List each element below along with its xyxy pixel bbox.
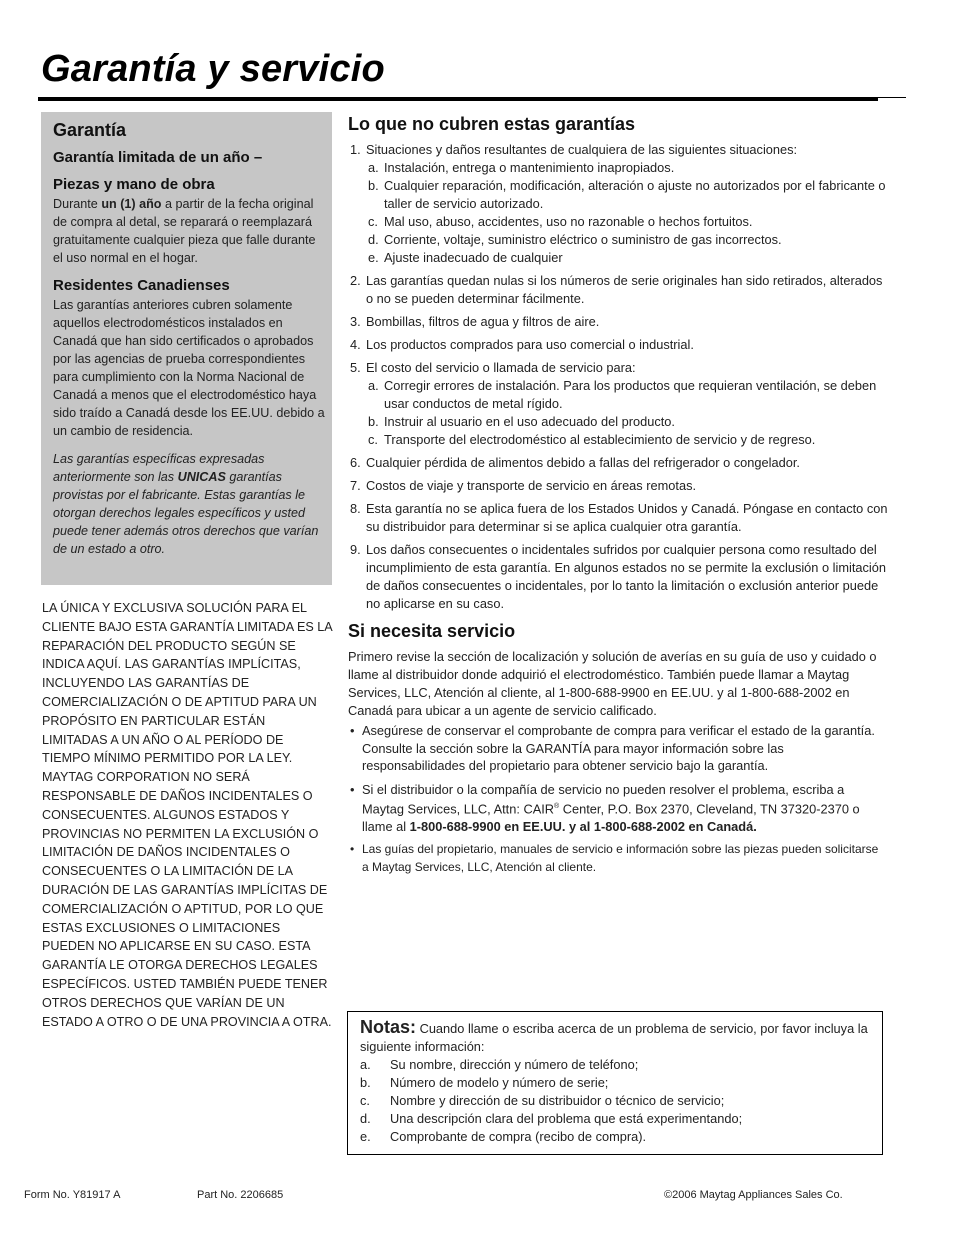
notes-item-letter: e. xyxy=(360,1129,371,1144)
not-covered-item xyxy=(348,477,888,495)
warranty-box xyxy=(41,112,332,585)
sub-item-letter: b. xyxy=(368,414,379,429)
sub-item-letter: d. xyxy=(368,232,379,247)
title-rule xyxy=(38,97,878,101)
warranty-heading: Garantía xyxy=(53,120,127,140)
part-number: Part No. 2206685 xyxy=(197,1189,284,1201)
item-number: 5. xyxy=(350,360,361,375)
sub-item-letter: a. xyxy=(368,160,379,175)
sub-item-letter: a. xyxy=(368,378,379,393)
service-bullet-1: • Asegúrese de conservar el comprobante de compra para verificar el estado de la garantía. Consulte la sección sobre la GARANTÍA para mayor información sobre las responsabilidades del propietario para obtener servicio bajo la garantía. xyxy=(350,723,875,773)
title-rule-extension xyxy=(878,97,906,98)
right-column xyxy=(348,114,888,882)
notes-item-letter: c. xyxy=(360,1093,370,1108)
item-number: 9. xyxy=(350,542,361,557)
notes-item-text: Una descripción clara del problema que está experimentando; xyxy=(390,1111,743,1126)
item-number: 6. xyxy=(350,455,361,470)
not-covered-item xyxy=(348,141,888,267)
service-bullet-3: • Las guías del propietario, manuales de servicio e información sobre las piezas pueden solicitarse a Maytag Services, LLC, Atención al cliente. xyxy=(350,842,879,874)
notes-box xyxy=(347,1011,883,1155)
not-covered-list xyxy=(348,141,888,613)
sub-item xyxy=(366,159,888,177)
notes-item-text: Comprobante de compra (recibo de compra). xyxy=(390,1129,647,1144)
warranty-subheading-2: Piezas y mano de obra xyxy=(53,176,215,193)
notes-item xyxy=(360,1128,870,1146)
sub-item-text: Instalación, entrega o mantenimiento inapropiados. xyxy=(384,160,675,175)
sub-item-text: Corregir errores de instalación. Para los productos que requieran ventilación, se deben usar conductos de metal rígido. xyxy=(384,378,877,411)
sub-item xyxy=(366,413,888,431)
notes-list xyxy=(360,1056,870,1146)
item-number: 7. xyxy=(350,478,361,493)
notes-item xyxy=(360,1110,870,1128)
item-number: 1. xyxy=(350,142,361,157)
item-text: Costos de viaje y transporte de servicio en áreas remotas. xyxy=(366,478,697,493)
notes-item-letter: b. xyxy=(360,1075,371,1090)
notes-item xyxy=(360,1092,870,1110)
copyright: ©2006 Maytag Appliances Sales Co. xyxy=(664,1189,843,1201)
notes-item-text: Número de modelo y número de serie; xyxy=(390,1075,609,1090)
canadian-paragraph: Las garantías anteriores cubren solamente aquellos electrodomésticos instalados en Canadá que han sido certificados o aprobados por las agencias de prueba correspondientes para cumplimiento con la Norma Nacional de Canadá a menos que el electrodoméstico haya sido traído a Canadá desde los EE.UU. debido a un cambio de residencia. xyxy=(53,298,325,438)
notes-item xyxy=(360,1056,870,1074)
notes-item-text: Nombre y dirección de su distribuidor o técnico de servicio; xyxy=(390,1093,725,1108)
not-covered-item xyxy=(348,336,888,354)
sub-item-text: Transporte del electrodoméstico al establecimiento de servicio y de regreso. xyxy=(384,432,816,447)
sub-item-text: Corriente, voltaje, suministro eléctrico o suministro de gas incorrectos. xyxy=(384,232,782,247)
not-covered-item xyxy=(348,272,888,308)
legal-disclaimer: LA ÚNICA Y EXCLUSIVA SOLUCIÓN PARA EL CLIENTE BAJO ESTA GARANTÍA LIMITADA ES LA REPARACIÓN DEL PRODUCTO SEGÚN SE INDICA AQUÍ. LAS GARANTÍAS IMPLÍCITAS, INCLUYENDO LAS GARANTÍAS DE COMERCIALIZACIÓN O DE APTITUD PARA UN PROPÓSITO EN PARTICULAR ESTÁN LIMITADAS A UN AÑO O AL PERÍODO DE TIEMPO MÍNIMO PERMITIDO POR LA LEY. MAYTAG CORPORATION NO SERÁ RESPONSABLE DE DAÑOS INCIDENTALES O CONSECUENTES. ALGUNOS ESTADOS Y PROVINCIAS NO PERMITEN LA EXCLUSIÓN O LIMITACIÓN DE DAÑOS INCIDENTALES O CONSECUENTES O LA LIMITACIÓN DE LA DURACIÓN DE LAS GARANTÍAS IMPLÍCITAS DE COMERCIALIZACIÓN O APTITUD, POR LO QUE ESTAS EXCLUSIONES O LIMITACIONES PUEDEN NO APLICARSE EN SU CASO. ESTA GARANTÍA LE OTORGA DERECHOS LEGALES ESPECÍFICOS. USTED TAMBIÉN PUEDE TENER OTROS DERECHOS QUE VARÍAN DE UN ESTADO A OTRO O DE UNA PROVINCIA A OTRA. xyxy=(42,601,332,1029)
notes-item xyxy=(360,1074,870,1092)
sub-item-text: Cualquier reparación, modificación, alteración o ajuste no autorizados por el fabricante o taller de servicio autorizado. xyxy=(384,178,886,211)
sub-item xyxy=(366,213,888,231)
not-covered-item xyxy=(348,313,888,331)
page-title: Garantía y servicio xyxy=(41,48,385,90)
service-heading: Si necesita servicio xyxy=(348,621,516,641)
not-covered-item xyxy=(348,541,888,613)
item-text: Los daños consecuentes o incidentales sufridos por cualquier persona como resultado del incumplimiento de esta garantía. En algunos estados no se permite la exclusión o limitación de daños consecuentes o incidentales, por lo tanto la limitación o exclusión anterior puede no aplicarse en su caso. xyxy=(366,542,886,611)
sub-item-text: Mal uso, abuso, accidentes, uso no razonable o hechos fortuitos. xyxy=(384,214,753,229)
item-text: Las garantías quedan nulas si los números de serie originales han sido retirados, alterados o no se pueden determinar fácilmente. xyxy=(366,273,883,306)
sub-item-letter: e. xyxy=(368,250,379,265)
sub-item-text: Instruir al usuario en el uso adecuado del producto. xyxy=(384,414,675,429)
sub-item xyxy=(366,231,888,249)
not-covered-item xyxy=(348,454,888,472)
item-number: 3. xyxy=(350,314,361,329)
item-text: El costo del servicio o llamada de servicio para: xyxy=(366,360,636,375)
sub-item-letter: c. xyxy=(368,214,378,229)
not-covered-item xyxy=(348,359,888,449)
item-text: Situaciones y daños resultantes de cualquiera de las siguientes situaciones: xyxy=(366,142,798,157)
not-covered-item xyxy=(348,500,888,536)
sub-item xyxy=(366,249,888,267)
notes-intro: Cuando llame o escriba acerca de un problema de servicio, por favor incluya la siguiente información: xyxy=(360,1021,868,1054)
form-number: Form No. Y81917 A xyxy=(24,1189,121,1201)
sub-item-letter: b. xyxy=(368,178,379,193)
not-covered-heading: Lo que no cubren estas garantías xyxy=(348,114,636,134)
sub-item-text: Ajuste inadecuado de cualquier xyxy=(384,250,563,265)
item-number: 2. xyxy=(350,273,361,288)
service-bullet-2: • Si el distribuidor o la compañía de servicio no pueden resolver el problema, escriba a Maytag Services, LLC, Attn: CAIR® Center, P.O. Box 2370, Cleveland, TN 37320-2370 o llame al 1-800-688-9900 en EE.UU. y al 1-800-688-2002 en Canadá. xyxy=(350,781,860,834)
item-text: Cualquier pérdida de alimentos debido a fallas del refrigerador o congelador. xyxy=(366,455,800,470)
item-text: Los productos comprados para uso comercial o industrial. xyxy=(366,337,694,352)
notes-heading: Notas: xyxy=(360,1017,417,1037)
item-number: 4. xyxy=(350,337,361,352)
sub-item xyxy=(366,177,888,213)
item-number: 8. xyxy=(350,501,361,516)
service-intro: Primero revise la sección de localización y solución de averías en su guía de uso y cuidado o llame al distribuidor donde adquirió el electrodoméstico. También puede llamar a Maytag Services, LLC, Atención al cliente, al 1-800-688-9900 en EE.UU. y al 1-800-688-2002 en Canadá para ubicar a un agente de servicio calificado. xyxy=(348,649,877,718)
notes-item-letter: a. xyxy=(360,1057,371,1072)
item-text: Bombillas, filtros de agua y filtros de aire. xyxy=(366,314,600,329)
sub-item xyxy=(366,431,888,449)
notes-item-text: Su nombre, dirección y número de teléfono; xyxy=(390,1057,639,1072)
warranty-subheading-1: Garantía limitada de un año – xyxy=(53,149,263,166)
canadian-heading: Residentes Canadienses xyxy=(53,277,230,294)
specific-warranty-note: Las garantías específicas expresadas anteriormente son las UNICAS garantías provistas por el fabricante. Estas garantías le otorgan derechos legales específicos y usted puede tener además otros derechos que varían de un estado a otro. xyxy=(53,452,319,556)
sub-item-letter: c. xyxy=(368,432,378,447)
notes-item-letter: d. xyxy=(360,1111,371,1126)
warranty-paragraph: Durante un (1) año a partir de la fecha original de compra al detal, se reparará o reemplazará gratuitamente cualquier pieza que falle durante el uso normal en el hogar. xyxy=(53,197,316,265)
item-text: Esta garantía no se aplica fuera de los Estados Unidos y Canadá. Póngase en contacto con su distribuidor para determinar si se aplica cualquier otra garantía. xyxy=(366,501,888,534)
sub-item xyxy=(366,377,888,413)
